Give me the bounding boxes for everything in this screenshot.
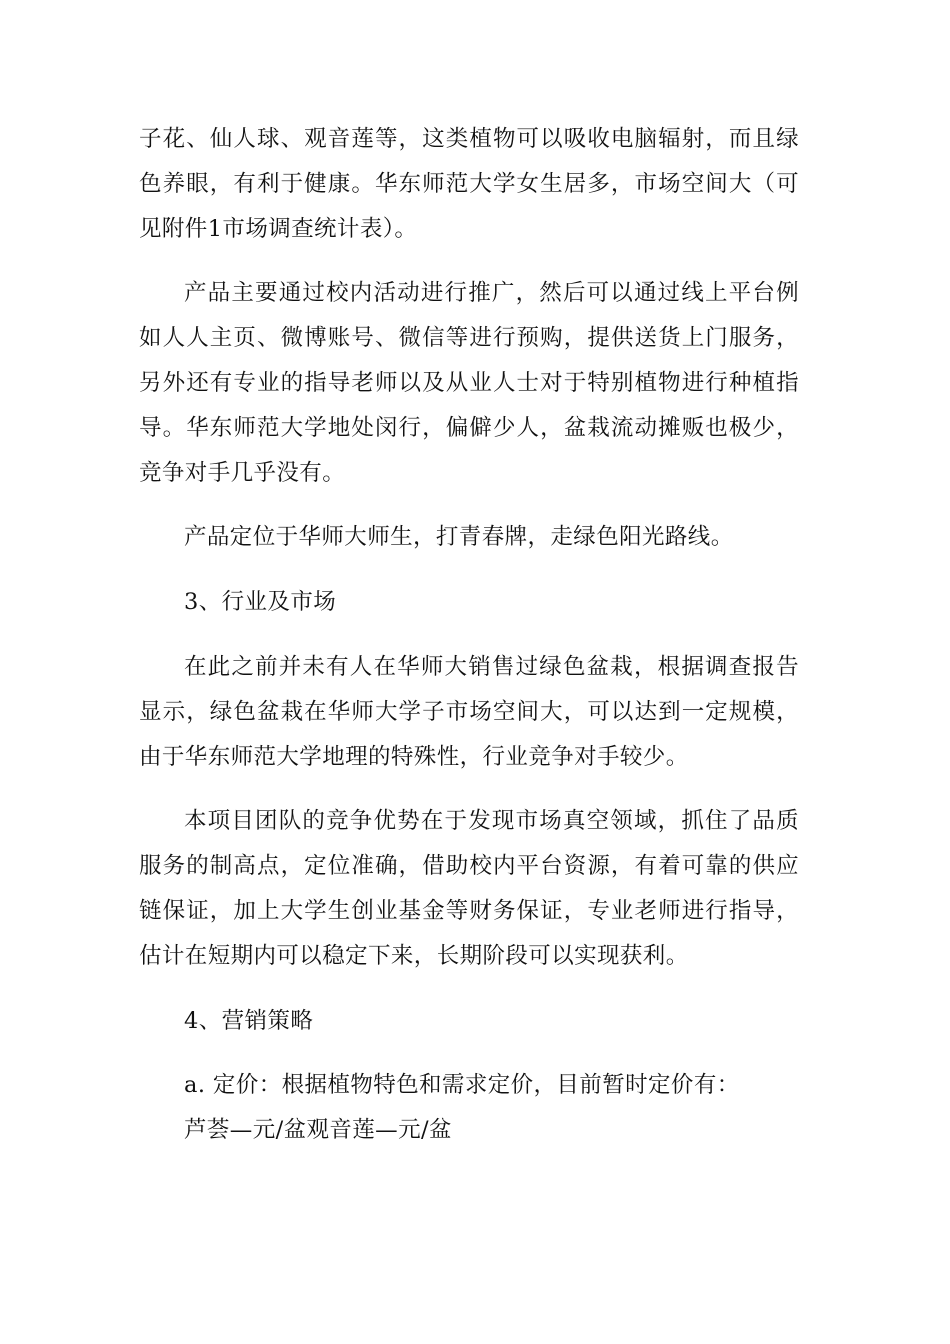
paragraph-price-list: 芦荟—元/盆观音莲—元/盆 — [184, 1117, 452, 1144]
paragraph-spacer — [139, 779, 799, 799]
paragraph-spacer — [139, 1043, 799, 1063]
paragraph-pricing: a. 定价：根据植物特色和需求定价，目前暂时定价有： — [184, 1072, 740, 1099]
paragraph-plant-benefits: 子花、仙人球、观音莲等，这类植物可以吸收电脑辐射，而且绿色养眼，有利于健康。华东师范大学女生居多，市场空间大（可见附件1市场调查统计表）。 — [139, 126, 799, 242]
paragraph-spacer — [139, 251, 799, 271]
paragraph-spacer — [139, 979, 799, 999]
paragraph-spacer — [139, 495, 799, 515]
paragraph-promotion: 产品主要通过校内活动进行推广，然后可以通过线上平台例如人人主页、微博账号、微信等进行预购，提供送货上门服务，另外还有专业的指导老师以及从业人士对于特别植物进行种植指导。华东师范大学地处闵行，偏僻少人，盆栽流动摊贩也极少，竞争对手几乎没有。 — [139, 280, 799, 486]
document-body — [139, 117, 799, 1153]
section-heading-marketing-strategy: 4、营销策略 — [184, 1007, 314, 1034]
paragraph-positioning: 产品定位于华师大师生，打青春牌，走绿色阳光路线。 — [184, 524, 734, 551]
paragraph-market-space: 在此之前并未有人在华师大销售过绿色盆栽，根据调查报告显示，绿色盆栽在华师大学子市场空间大，可以达到一定规模，由于华东师范大学地理的特殊性，行业竞争对手较少。 — [139, 653, 799, 770]
paragraph-competitive-advantage: 本项目团队的竞争优势在于发现市场真空领域，抓住了品质服务的制高点，定位准确，借助校内平台资源，有着可靠的供应链保证，加上大学生创业基金等财务保证，专业老师进行指导，估计在短期内可以稳定下来，长期阶段可以实现获利。 — [139, 808, 799, 969]
paragraph-spacer — [139, 560, 799, 580]
section-heading-industry-market: 3、行业及市场 — [184, 589, 337, 616]
paragraph-spacer — [139, 625, 799, 645]
